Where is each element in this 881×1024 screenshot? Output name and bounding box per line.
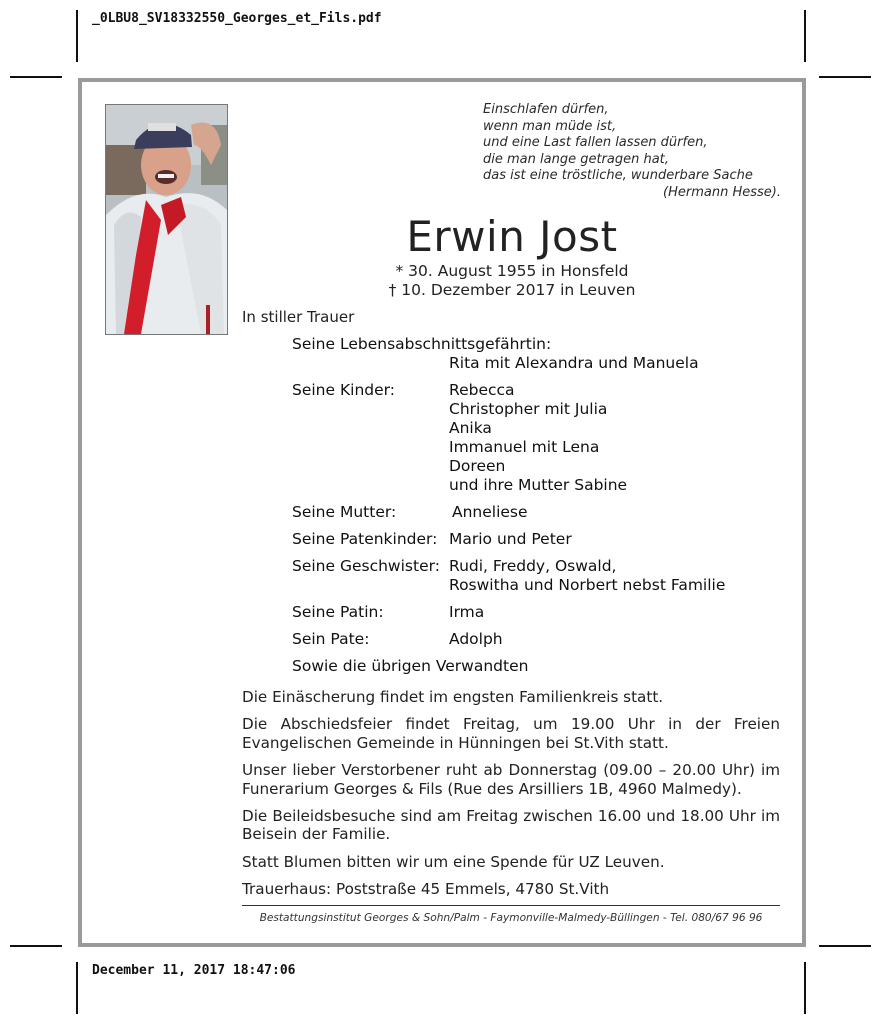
announcement-text [242,688,780,908]
relation-label: Sein Pate: [292,630,370,648]
family-row-godfather [292,630,792,649]
file-name-header: _0LBU8_SV18332550_Georges_et_Fils.pdf [92,11,382,26]
crop-mark [819,76,871,78]
relation-label: Seine Geschwister: [292,557,440,575]
family-row-godmother [292,603,792,622]
relation-names [449,557,792,595]
crop-mark [10,945,62,947]
family-row-siblings [292,557,792,595]
undertaker-footer: Bestattungsinstitut Georges & Sohn/Palm - Faymonville-Malmedy-Büllingen - Tel. 080/67 96 96 [259,912,763,924]
crop-mark [804,10,806,62]
paragraph: Trauerhaus: Poststraße 45 Emmels, 4780 St.Vith [242,880,610,899]
crop-mark [76,10,78,62]
crop-mark [804,962,806,1014]
crop-mark [10,76,62,78]
relation-names: Mario und Peter [449,530,572,548]
crop-mark [819,945,871,947]
family-list [292,335,792,684]
divider [242,905,780,906]
family-row-mother [292,503,792,522]
relation-names: Irma [449,603,485,621]
relation-label: Seine Patenkinder: [292,530,438,548]
relation-label: Seine Kinder: [292,381,395,399]
life-dates [312,262,712,300]
relation-names: Anneliese [452,503,528,521]
poem-line: wenn man müde ist, [483,118,617,134]
birth-date: * 30. August 1955 in Honsfeld [395,262,629,280]
timestamp-footer: December 11, 2017 18:47:06 [92,963,296,978]
paragraph: Die Beileidsbesuche sind am Freitag zwischen 16.00 und 18.00 Uhr im Beisein der Familie. [242,807,780,844]
child-name: Anika [449,419,492,437]
child-name: Christopher mit Julia [449,400,608,418]
poem [483,102,783,202]
poem-line: und eine Last fallen lassen dürfen, [483,135,708,151]
relation-label: Seine Lebensabschnittsgefährtin: [292,335,552,353]
child-name: Doreen [449,457,506,475]
child-name: und ihre Mutter Sabine [449,476,628,494]
relation-names [449,381,792,495]
family-row-others [292,657,792,676]
paragraph: Die Einäscherung findet im engsten Familienkreis statt. [242,688,664,706]
poem-line: das ist eine tröstliche, wunderbare Sache [483,168,753,184]
child-name: Rebecca [449,381,515,399]
poem-line: Einschlafen dürfen, [483,102,609,117]
sibling-line: Rudi, Freddy, Oswald, [449,557,617,575]
crop-mark [76,962,78,1014]
family-row-partner [292,335,792,354]
family-row-godchildren [292,530,792,549]
relation-names: Adolph [449,630,503,648]
poem-author: (Hermann Hesse). [663,184,781,200]
relation-label: Sowie die übrigen Verwandten [292,657,529,675]
relation-label: Seine Patin: [292,603,384,621]
relation-names: Rita mit Alexandra und Manuela [449,354,699,372]
family-row-children [292,381,792,495]
death-date: † 10. Dezember 2017 in Leuven [388,281,636,299]
paragraph: Statt Blumen bitten wir um eine Spende für UZ Leuven. [242,852,665,871]
mourning-intro: In stiller Trauer [242,308,355,326]
poem-line: die man lange getragen hat, [483,151,669,167]
portrait-illustration [106,105,227,334]
deceased-name: Erwin Jost [406,212,618,261]
obituary-card [78,78,806,947]
sibling-line: Roswitha und Norbert nebst Familie [449,576,726,594]
child-name: Immanuel mit Lena [449,438,600,456]
paragraph: Unser lieber Verstorbener ruht ab Donnerstag (09.00 – 20.00 Uhr) im Funerarium Georges & Fils (Rue des Arsilliers 1B, 4960 Malmedy). [242,761,780,798]
paragraph: Die Abschiedsfeier findet Freitag, um 19.00 Uhr in der Freien Evangelischen Gemeinde in Hünningen bei St.Vith statt. [242,715,780,752]
portrait-photo [105,104,228,335]
relation-label: Seine Mutter: [292,503,397,521]
